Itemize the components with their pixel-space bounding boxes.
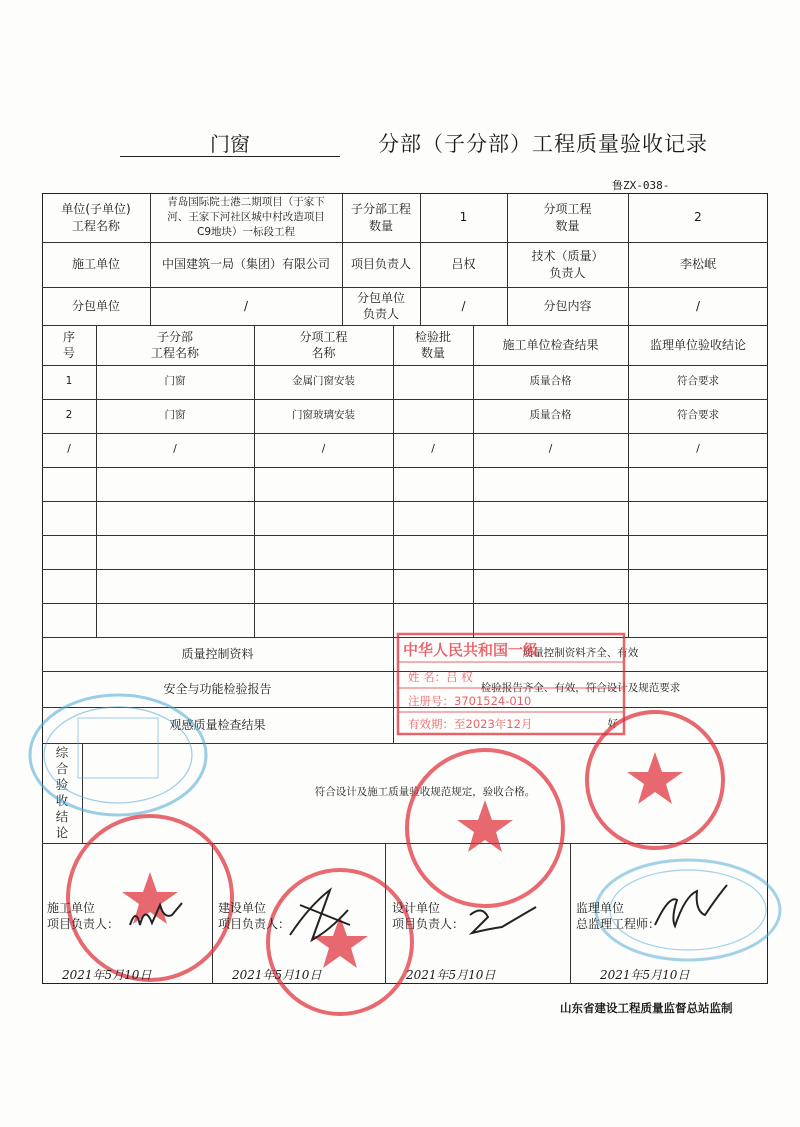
row-divider [42, 535, 768, 536]
stamp-text: 中华人民共和国一级 [403, 641, 539, 659]
appearance-label: 观感质量检查结果 [169, 717, 266, 732]
signature-role-label: 总监理工程师： [576, 917, 661, 931]
row-divider [42, 843, 768, 844]
supervisor-signature-block [576, 900, 660, 932]
contractor-label: 施工单位 [71, 257, 120, 272]
designer-signature-block [392, 900, 464, 932]
cell-item: 金属门窗安装 [292, 375, 355, 388]
conclusion-label-char: 验 [55, 777, 69, 792]
cell-item: 门窗玻璃安装 [292, 409, 355, 422]
subcontractor-label: 分包单位 [71, 298, 120, 313]
col-header-subdivision: 子分部 工程名称 [150, 329, 199, 360]
col-divider [385, 843, 386, 984]
cell-batch-count [393, 365, 473, 399]
conclusion-label-char: 综 [55, 745, 69, 760]
conclusion-text: 符合设计及施工质量验收规范规定，验收合格。 [314, 786, 536, 799]
stamp-text: 姓 名：吕 权 [408, 670, 473, 684]
item-count-value: 2 [694, 210, 702, 225]
row-divider [42, 569, 768, 570]
col-header-contractor-result: 施工单位检查结果 [502, 337, 599, 352]
item-count-label: 分项工程 数量 [543, 202, 592, 233]
footer-issuer: 山东省建设工程质量监督总站监制 [560, 1001, 733, 1015]
signature-role-label: 项目负责人： [47, 917, 120, 931]
subcontractor-value: / [243, 298, 249, 313]
conclusion-label-char: 合 [55, 761, 69, 776]
safety-report-label: 安全与功能检验报告 [163, 681, 272, 696]
sub-project-type: 门窗 [210, 132, 250, 156]
safety-report-value: 检验报告齐全、有效，符合设计及规范要求 [480, 682, 681, 695]
signature-role-label: 项目负责人： [218, 917, 291, 931]
cell-supervisor-conclusion: / [696, 443, 700, 456]
col-header-supervisor-conclusion: 监理单位验收结论 [649, 337, 746, 352]
sub-count-label: 子分部工程 数量 [350, 202, 411, 233]
col-divider [570, 843, 571, 984]
appearance-value: 好 [607, 718, 618, 731]
cell-item: / [321, 443, 326, 456]
tech-lead-label: 技术（质量） 负责人 [531, 249, 604, 280]
quality-control-label: 质量控制资料 [181, 646, 254, 661]
unit-name-value: 青岛国际院士港二期项目（于家下 河、王家下河社区城中村改造项目 C9地块）一标段工程 [167, 195, 325, 239]
page-title: 分部（子分部）工程质量验收记录 [378, 132, 708, 156]
row-divider [42, 501, 768, 502]
stamp-text: 有效期：至2023年12月 [408, 717, 533, 731]
tech-lead-value: 李松岷 [679, 257, 716, 272]
signature-org-label: 建设单位 [218, 901, 267, 915]
contractor-value: 中国建筑一局（集团）有限公司 [161, 257, 330, 272]
col-header-item: 分项工程 名称 [299, 329, 348, 360]
cell-contractor-result: / [548, 443, 553, 456]
pm-value: 吕权 [451, 257, 476, 272]
col-header-batch-count: 检验批 数量 [414, 329, 451, 360]
stamp-text: 注册号：3701524-010 [408, 694, 532, 708]
cell-batch-count: / [431, 443, 435, 456]
signature-org-label: 施工单位 [47, 901, 96, 915]
cell-subdivision: / [173, 443, 177, 456]
col-header-seq: 序 号 [62, 329, 75, 360]
signature-date: 2021年5月10日 [232, 968, 322, 982]
conclusion-label-char: 收 [55, 793, 69, 808]
pm-label: 项目负责人 [350, 257, 411, 272]
sub-lead-label: 分包单位 负责人 [356, 290, 405, 321]
cell-subdivision: 门窗 [164, 409, 186, 422]
row-divider [42, 603, 768, 604]
contractor-signature-block [47, 900, 119, 932]
cell-supervisor-conclusion: 符合要求 [677, 375, 719, 388]
owner-signature-block [218, 900, 290, 932]
signature-org-label: 监理单位 [576, 901, 625, 915]
sub-content-value: / [695, 298, 701, 313]
conclusion-label-char: 论 [55, 825, 69, 840]
title-underline [120, 156, 340, 157]
conclusion-label-char: 结 [55, 809, 69, 824]
signature-role-label: 项目负责人： [392, 917, 465, 931]
unit-name-label: 单位(子单位) 工程名称 [61, 202, 131, 233]
cell-subdivision: 门窗 [164, 375, 186, 388]
conclusion-label [42, 743, 82, 843]
signature-date: 2021年5月10日 [600, 968, 690, 982]
sub-lead-value: / [461, 298, 466, 313]
sub-count-value: 1 [459, 210, 468, 225]
cell-contractor-result: 质量合格 [529, 375, 572, 388]
cell-contractor-result: 质量合格 [529, 409, 572, 422]
cell-supervisor-conclusion: 符合要求 [677, 409, 719, 422]
cell-seq: / [67, 443, 71, 456]
sub-content-label: 分包内容 [543, 298, 592, 313]
form-code: 鲁ZX-038- [612, 179, 670, 192]
signature-date: 2021年5月10日 [406, 968, 496, 982]
cell-seq: 1 [65, 375, 73, 388]
cell-seq: 2 [65, 409, 73, 422]
cell-batch-count [393, 399, 473, 433]
quality-control-value: 质量控制资料齐全、有效 [522, 647, 639, 660]
col-divider [212, 843, 213, 984]
signature-org-label: 设计单位 [392, 901, 441, 915]
signature-date: 2021年5月10日 [62, 968, 152, 982]
row-divider [42, 467, 768, 468]
